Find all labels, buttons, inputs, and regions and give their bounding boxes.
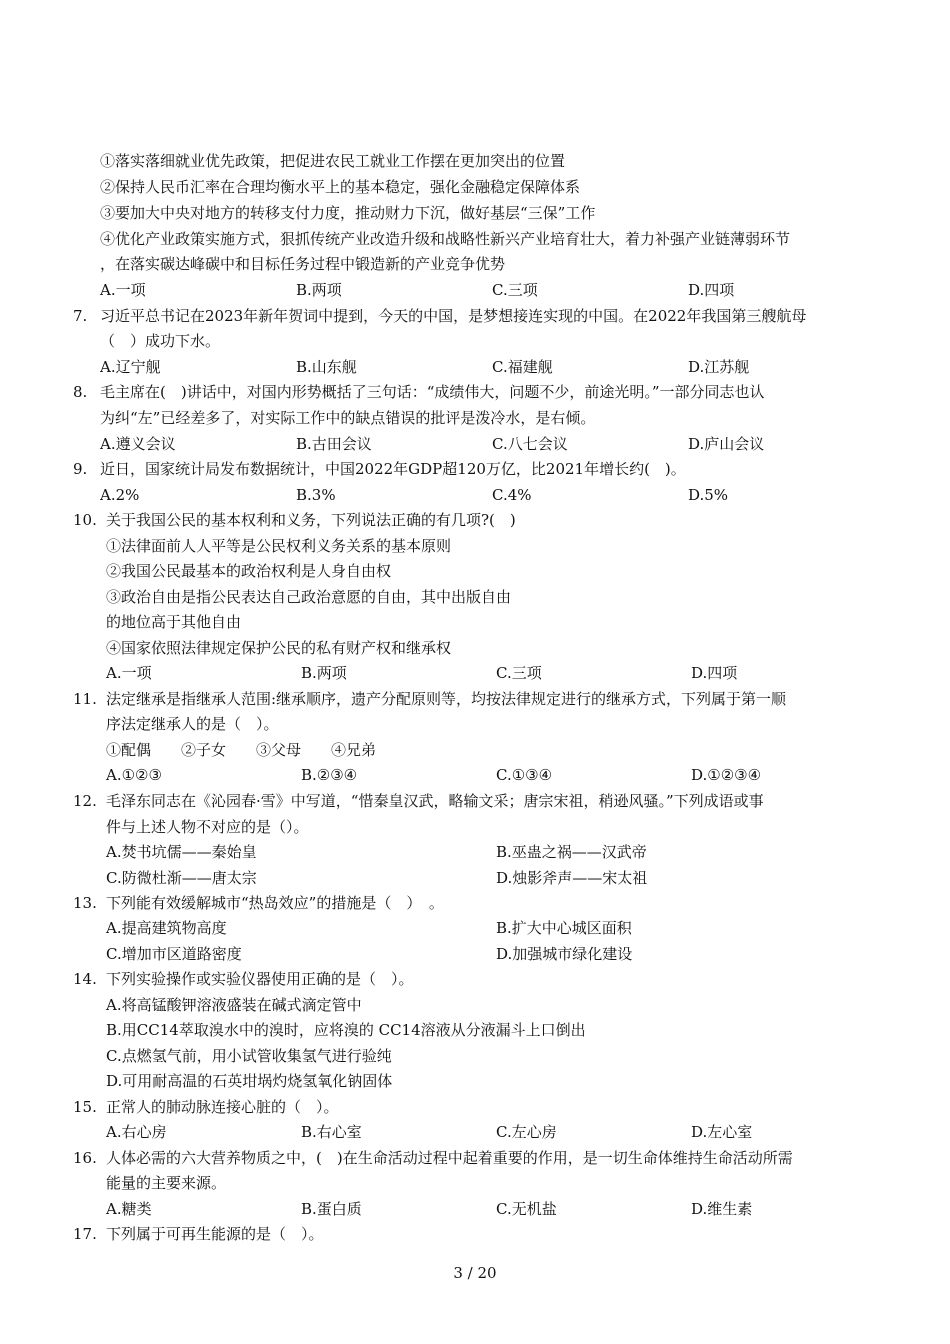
q10-item-2: ②我国公民最基本的政治权利是人身自由权 (106, 562, 392, 580)
q8-option-c: C.八七会议 (492, 435, 568, 453)
q10-stem: 关于我国公民的基本权利和义务，下列说法正确的有几项?( ) (106, 511, 516, 529)
q17-number: 17. (73, 1225, 97, 1243)
q9-option-c: C.4% (492, 486, 532, 504)
q10-option-c: C.三项 (496, 664, 542, 682)
q15-option-c: C.左心房 (496, 1123, 557, 1141)
q13-option-a: A.提高建筑物高度 (106, 919, 227, 937)
q14-stem: 下列实验操作或实验仪器使用正确的是（ ）。 (106, 970, 414, 988)
q12-option-c: C.防微杜渐——唐太宗 (106, 869, 257, 887)
q11-items: ①配偶 ②子女 ③父母 ④兄弟 (106, 741, 377, 759)
q17-stem: 下列属于可再生能源的是（ ）。 (106, 1225, 324, 1243)
q8-option-a: A.遵义会议 (100, 435, 176, 453)
q10-option-b: B.两项 (301, 664, 347, 682)
q7-number: 7. (73, 307, 88, 325)
q12-stem-cont: 件与上述人物不对应的是（）。 (106, 818, 309, 836)
q13-option-d: D.加强城市绿化建设 (496, 945, 633, 963)
q8-option-b: B.古田会议 (296, 435, 372, 453)
q11-stem: 法定继承是指继承人范围:继承顺序，遗产分配原则等，均按法律规定进行的继承方式，下列属于第一顺 (106, 690, 787, 708)
q16-option-a: A.糖类 (106, 1200, 152, 1218)
q7-option-b: B.山东舰 (296, 358, 357, 376)
q16-stem-cont: 能量的主要来源。 (106, 1174, 227, 1192)
q7-stem-cont: （ ）成功下水。 (100, 332, 221, 350)
q15-stem: 正常人的肺动脉连接心脏的（ ）。 (106, 1098, 339, 1116)
q11-stem-cont: 序法定继承人的是（ ）。 (106, 715, 279, 733)
q15-option-b: B.右心室 (301, 1123, 362, 1141)
q10-item-3-cont: 的地位高于其他自由 (106, 613, 242, 631)
q14-option-b: B.用CC14萃取溴水中的溴时，应将溴的 CC14溶液从分液漏斗上口倒出 (106, 1021, 586, 1039)
q7-option-c: C.福建舰 (492, 358, 553, 376)
q10-option-a: A.一项 (106, 664, 152, 682)
q6-option-c: C.三项 (492, 281, 538, 299)
q7-stem: 习近平总书记在2023年新年贺词中提到，今天的中国，是梦想接连实现的中国。在2022年我国第三艘航母 (100, 307, 807, 325)
q14-option-d: D.可用耐高温的石英坩埚灼烧氢氧化钠固体 (106, 1072, 393, 1090)
q12-option-b: B.巫蛊之祸——汉武帝 (496, 843, 647, 861)
q7-option-d: D.江苏舰 (688, 358, 750, 376)
q13-option-b: B.扩大中心城区面积 (496, 919, 632, 937)
q10-number: 10. (73, 511, 97, 529)
q12-number: 12. (73, 792, 97, 810)
q7-option-a: A.辽宁舰 (100, 358, 161, 376)
q9-option-b: B.3% (296, 486, 336, 504)
q15-number: 15. (73, 1098, 97, 1116)
q6-option-d: D.四项 (688, 281, 735, 299)
q14-option-c: C.点燃氢气前，用小试管收集氢气进行验纯 (106, 1047, 392, 1065)
q14-option-a: A.将高锰酸钾溶液盛装在碱式滴定管中 (106, 996, 362, 1014)
q6-option-a: A.一项 (100, 281, 146, 299)
q8-stem-cont: 为纠“左”已经差多了，对实际工作中的缺点错误的批评是泼冷水，是右倾。 (100, 409, 596, 427)
q9-option-d: D.5% (688, 486, 729, 504)
q11-number: 11. (73, 690, 97, 708)
q8-number: 8. (73, 383, 88, 401)
q10-item-3: ③政治自由是指公民表达自己政治意愿的自由，其中出版自由 (106, 588, 512, 606)
q6-item-3: ③要加大中央对地方的转移支付力度，推动财力下沉，做好基层“三保”工作 (100, 204, 596, 222)
q11-option-a: A.①②③ (106, 766, 162, 784)
q10-option-d: D.四项 (691, 664, 738, 682)
q16-option-b: B.蛋白质 (301, 1200, 362, 1218)
q15-option-a: A.右心房 (106, 1123, 167, 1141)
q16-option-d: D.维生素 (691, 1200, 753, 1218)
q6-option-b: B.两项 (296, 281, 342, 299)
q9-option-a: A.2% (100, 486, 140, 504)
q10-item-4: ④国家依照法律规定保护公民的私有财产权和继承权 (106, 639, 452, 657)
q9-stem: 近日，国家统计局发布数据统计，中国2022年GDP超120万亿，比2021年增长约( )。 (100, 460, 686, 478)
q12-option-d: D.烛影斧声——宋太祖 (496, 869, 648, 887)
q11-option-d: D.①②③④ (691, 766, 762, 784)
q11-option-c: C.①③④ (496, 766, 553, 784)
q9-number: 9. (73, 460, 88, 478)
q13-stem: 下列能有效缓解城市“热岛效应”的措施是（ ） 。 (106, 894, 444, 912)
q12-option-a: A.焚书坑儒——秦始皇 (106, 843, 257, 861)
q15-option-d: D.左心室 (691, 1123, 753, 1141)
q8-stem: 毛主席在( )讲话中，对国内形势概括了三句话：“成绩伟大，问题不少，前途光明。”一部分同志也认 (100, 383, 765, 401)
q10-item-1: ①法律面前人人平等是公民权利义务关系的基本原则 (106, 537, 452, 555)
q14-number: 14. (73, 970, 97, 988)
q11-option-b: B.②③④ (301, 766, 358, 784)
q6-item-4: ④优化产业政策实施方式，狠抓传统产业改造升级和战略性新兴产业培育壮大，着力补强产业链薄弱环节 (100, 230, 791, 248)
q6-item-4-cont: ，在落实碳达峰碳中和目标任务过程中锻造新的产业竞争优势 (100, 255, 506, 273)
q13-option-c: C.增加市区道路密度 (106, 945, 242, 963)
q12-stem: 毛泽东同志在《沁园春·雪》中写道，“惜秦皇汉武，略输文采；唐宗宋祖，稍逊风骚。”下列成语或事 (106, 792, 764, 810)
q8-option-d: D.庐山会议 (688, 435, 765, 453)
q6-item-1: ①落实落细就业优先政策，把促进农民工就业工作摆在更加突出的位置 (100, 152, 566, 170)
q6-item-2: ②保持人民币汇率在合理均衡水平上的基本稳定，强化金融稳定保障体系 (100, 178, 581, 196)
q16-number: 16. (73, 1149, 97, 1167)
q13-number: 13. (73, 894, 97, 912)
q16-option-c: C.无机盐 (496, 1200, 557, 1218)
page-number: 3 / 20 (453, 1264, 497, 1282)
q16-stem: 人体必需的六大营养物质之中，( )在生命活动过程中起着重要的作用，是一切生命体维持生命活动所需 (106, 1149, 793, 1167)
